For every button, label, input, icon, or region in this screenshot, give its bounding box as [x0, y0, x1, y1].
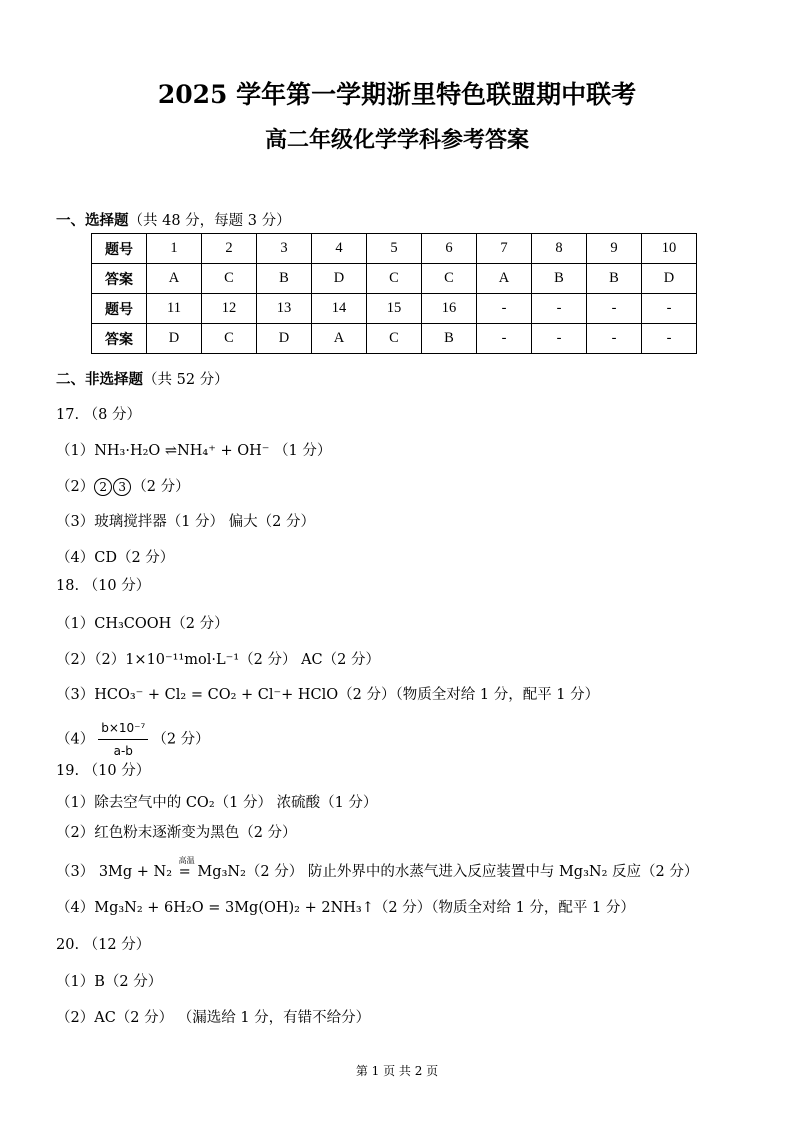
q17-part3: （3）玻璃搅拌器（1 分） 偏大（2 分） — [56, 514, 316, 530]
question-number: 2 — [202, 234, 257, 264]
table-row — [92, 294, 697, 324]
q18-part4-suffix: （2 分） — [152, 731, 210, 748]
answer-cell: A — [312, 324, 367, 354]
reaction-condition: 高温 — [178, 856, 195, 865]
answer-cell: C — [202, 264, 257, 294]
answer-cell: D — [312, 264, 367, 294]
q17-part1: （1）NH₃·H₂O ⇌NH₄⁺ + OH⁻ （1 分） — [56, 443, 332, 459]
question-number: 7 — [477, 234, 532, 264]
section1-note: （共 48 分，每题 3 分） — [128, 213, 291, 229]
section2-heading — [56, 370, 229, 390]
q19-part1: （1）除去空气中的 CO₂（1 分） 浓硫酸（1 分） — [56, 795, 378, 811]
question-number: 10 — [642, 234, 697, 264]
table-row — [92, 264, 697, 294]
answer-cell: - — [642, 324, 697, 354]
answer-cell: B — [257, 264, 312, 294]
q20-heading: 20. （12 分） — [56, 937, 151, 953]
question-number: - — [642, 294, 697, 324]
q19-heading: 19. （10 分） — [56, 763, 151, 779]
q19-part3-product: Mg₃N₂ — [192, 864, 246, 880]
fraction-numerator: b×10⁻⁷ — [98, 718, 148, 740]
question-number: 15 — [367, 294, 422, 324]
q17-part4: （4）CD（2 分） — [56, 550, 175, 566]
q20-part1: （1）B（2 分） — [56, 974, 163, 990]
reaction-equals — [178, 856, 195, 882]
answer-cell: B — [532, 264, 587, 294]
answer-table — [91, 233, 697, 354]
question-number: 12 — [202, 294, 257, 324]
question-number: - — [587, 294, 642, 324]
q18-heading: 18. （10 分） — [56, 578, 151, 594]
page-footer: 第 1 页 共 2 页 — [355, 1064, 439, 1078]
question-number: 1 — [147, 234, 202, 264]
answer-cell: D — [642, 264, 697, 294]
question-number-header: 题号 — [92, 294, 147, 324]
q19-part2: （2）红色粉末逐渐变为黑色（2 分） — [56, 825, 297, 841]
answer-cell: A — [477, 264, 532, 294]
section2-label: 二、非选择题 — [56, 371, 143, 388]
q19-part3-prefix: （3） 3Mg + N₂ — [56, 864, 177, 880]
answer-cell: A — [147, 264, 202, 294]
answer-cell: B — [587, 264, 642, 294]
answer-cell: C — [367, 264, 422, 294]
answer-cell: - — [477, 324, 532, 354]
q20-part2: （2）AC（2 分） （漏选给 1 分，有错不给分） — [56, 1010, 371, 1026]
document-title: 2025 学年第一学期浙里特色联盟期中联考 — [157, 80, 637, 109]
q18-part2: （2）（2）1×10⁻¹¹mol·L⁻¹（2 分） AC（2 分） — [56, 652, 380, 668]
question-number: 8 — [532, 234, 587, 264]
q18-part4-prefix: （4） — [56, 731, 95, 748]
document-subtitle: 高二年级化学学科参考答案 — [264, 127, 529, 153]
fraction-denominator: a-b — [113, 744, 133, 758]
circled-number-2: 2 — [94, 478, 112, 496]
table-row — [92, 234, 697, 264]
answer-cell: D — [257, 324, 312, 354]
equals-sign: = — [178, 864, 191, 880]
section1-label: 一、选择题 — [56, 212, 129, 229]
answer-header: 答案 — [92, 324, 147, 354]
q17-heading: 17. （8 分） — [56, 407, 142, 423]
answer-cell: B — [422, 324, 477, 354]
q17-part2-prefix: （2） — [56, 479, 95, 495]
table-row — [92, 324, 697, 354]
question-number: - — [532, 294, 587, 324]
question-number: 9 — [587, 234, 642, 264]
question-number: 13 — [257, 294, 312, 324]
q18-part3: （3）HCO₃⁻ + Cl₂ = CO₂ + Cl⁻+ HClO（2 分）（物质全对给 1 分，配平 1 分） — [56, 687, 600, 703]
question-number-header: 题号 — [92, 234, 147, 264]
q19-part3-suffix: （2 分） 防止外界中的水蒸气进入反应装置中与 Mg₃N₂ 反应（2 分） — [245, 864, 699, 880]
answer-cell: D — [147, 324, 202, 354]
section2-note: （共 52 分） — [143, 372, 229, 388]
question-number: 3 — [257, 234, 312, 264]
q19-part3 — [56, 856, 699, 882]
circled-number-3: 3 — [113, 478, 131, 496]
q17-part2 — [56, 477, 190, 497]
fraction — [98, 718, 148, 761]
answer-cell: C — [202, 324, 257, 354]
question-number: 14 — [312, 294, 367, 324]
question-number: 5 — [367, 234, 422, 264]
question-number: 6 — [422, 234, 477, 264]
q17-part2-suffix: （2 分） — [132, 479, 190, 495]
question-number: - — [477, 294, 532, 324]
answer-cell: - — [587, 324, 642, 354]
q18-part1: （1）CH₃COOH（2 分） — [56, 616, 229, 632]
answer-cell: C — [367, 324, 422, 354]
question-number: 16 — [422, 294, 477, 324]
question-number: 4 — [312, 234, 367, 264]
q19-part4: （4）Mg₃N₂ + 6H₂O = 3Mg(OH)₂ + 2NH₃↑（2 分）（物质全对给 1 分，配平 1 分） — [56, 900, 635, 916]
question-number: 11 — [147, 294, 202, 324]
answer-cell: C — [422, 264, 477, 294]
section1-heading — [56, 211, 291, 231]
q18-part4 — [56, 718, 210, 761]
answer-cell: - — [532, 324, 587, 354]
answer-header: 答案 — [92, 264, 147, 294]
